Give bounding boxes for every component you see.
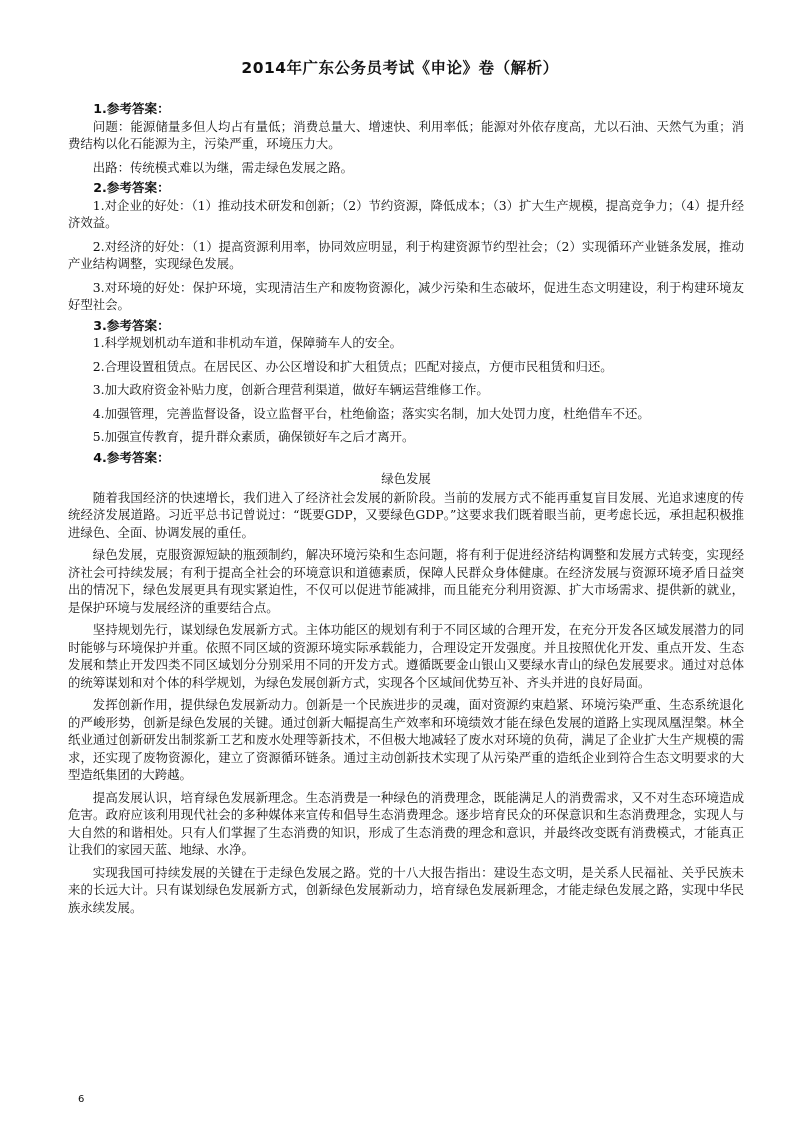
- answer-section-1: [68, 100, 744, 176]
- answer-1-problems: 问题：能源储量多但人均占有量低；消费总量大、增速快、利用率低；能源对外依存度高，尤以石油、天然气为重；消费结构以化石能源为主，污染严重，环境压力大。: [68, 118, 744, 151]
- answer-2-item: 1.对企业的好处：（1）推动技术研发和创新；（2）节约资源，降低成本；（3）扩大生产规模，提高竞争力；（4）提升经济效益。: [68, 197, 744, 230]
- answer-2-item: 3.对环境的好处：保护环境，实现清洁生产和废物资源化，减少污染和生态破坏，促进生态文明建设，利于构建环境友好型社会。: [68, 279, 744, 312]
- document-title: 2014年广东公务员考试《申论》卷（解析）: [241, 59, 559, 77]
- essay-paragraph: 实现我国可持续发展的关键在于走绿色发展之路。党的十八大报告指出：建设生态文明，是关系人民福祉、关乎民族未来的长远大计。只有谋划绿色发展新方式，创新绿色发展新动力，培育绿色发展新理念，才能走绿色发展之路，实现中华民族永续发展。: [68, 864, 744, 915]
- answer-heading-2: 2.参考答案：: [93, 180, 170, 195]
- answer-heading-4: 4.参考答案：: [93, 449, 170, 465]
- essay-paragraph: 提高发展认识，培育绿色发展新理念。生态消费是一种绿色的消费理念，既能满足人的消费需求，又不对生态环境造成危害。政府应该利用现代社会的多种媒体来宣传和倡导生态消费理念。逐步培育民众的环保意识和生态消费理念，实现人与大自然的和谐相处。只有人们掌握了生态消费的知识，形成了生态消费的理念和意识，并最终改变既有消费模式，才能真正让我们的家园天蓝、地绿、水净。: [68, 789, 744, 857]
- answer-1-way-out: 出路：传统模式难以为继，需走绿色发展之路。: [92, 159, 353, 175]
- essay-title: 绿色发展: [381, 471, 431, 486]
- page-number: 6: [78, 1094, 85, 1105]
- essay-paragraph: 发挥创新作用，提供绿色发展新动力。创新是一个民族进步的灵魂，面对资源约束趋紧、环境污染严重、生态系统退化的严峻形势，创新是绿色发展的关键。通过创新大幅提高生产效率和环境绩效才能在绿色发展的道路上实现凤凰涅槃。林全纸业通过创新研发出制浆新工艺和废水处理等新技术，不但极大地减轻了废水对环境的负荷，满足了企业扩大生产规模的需求，还实现了废物资源化，建立了资源循环链条。通过主动创新技术实现了从污染严重的造纸企业到符合生态文明要求的大型造纸集团的大跨越。: [68, 697, 744, 782]
- answer-3-item: 1.科学规划机动车道和非机动车道，保障骑车人的安全。: [92, 335, 402, 350]
- answer-3-item: 4.加强管理，完善监督设备，设立监督平台，杜绝偷盗；落实实名制，加大处罚力度，杜绝借车不还。: [92, 405, 650, 421]
- document-body: [68, 100, 744, 916]
- answer-3-item: 2.合理设置租赁点。在居民区、办公区增设和扩大租赁点；匹配对接点，方便市民租赁和归还。: [92, 358, 613, 374]
- essay-paragraph: 绿色发展，克服资源短缺的瓶颈制约，解决环境污染和生态问题，将有利于促进经济结构调整和发展方式转变，实现经济社会可持续发展；有利于提高全社会的环境意识和道德素质，保障人民群众身体健康。在经济发展与资源环境矛盾日益突出的情况下，绿色发展更具有现实紧迫性，不仅可以促进节能减排，而且能充分利用资源、扩大市场需求、提供新的就业，是保护环境与发展经济的重要结合点。: [68, 547, 744, 615]
- answer-heading-1: 1.参考答案：: [93, 101, 170, 116]
- essay-paragraph: 随着我国经济的快速增长，我们进入了经济社会发展的新阶段。当前的发展方式不能再重复盲目发展、光追求速度的传统经济发展道路。习近平总书记曾说过：“既要GDP，又要绿色GDP。”这要求我们既着眼当前，更考虑长远，承担起积极推进绿色、全面、协调发展的重任。: [68, 489, 744, 540]
- answer-section-2: [68, 179, 744, 314]
- answer-2-item: 2.对经济的好处：（1）提高资源利用率，协同效应明显，利于构建资源节约型社会；（2）实现循环产业链条发展，推动产业结构调整，实现绿色发展。: [68, 238, 744, 271]
- answer-section-4: [68, 449, 744, 917]
- answer-3-item: 3.加大政府资金补贴力度，创新合理营利渠道，做好车辆运营维修工作。: [92, 382, 489, 397]
- answer-3-item: 5.加强宣传教育，提升群众素质，确保锁好车之后才离开。: [92, 429, 415, 444]
- answer-heading-3: 3.参考答案：: [93, 317, 170, 333]
- essay-paragraph: 坚持规划先行，谋划绿色发展新方式。主体功能区的规划有利于不同区域的合理开发，在充分开发各区域发展潜力的同时能够与环境保护并重。依照不同区域的资源环境实际承载能力，合理设定开发强度。并且按照优化开发、重点开发、生态发展和禁止开发四类不同区域划分分别采用不同的开发方式。遵循既要金山银山又要绿水青山的绿色发展要求。通过对总体的统筹谋划和对个体的科学规划，为绿色发展创新方式，实现各个区域间优势互补、齐头并进的良好局面。: [68, 622, 744, 690]
- answer-section-3: [68, 317, 744, 446]
